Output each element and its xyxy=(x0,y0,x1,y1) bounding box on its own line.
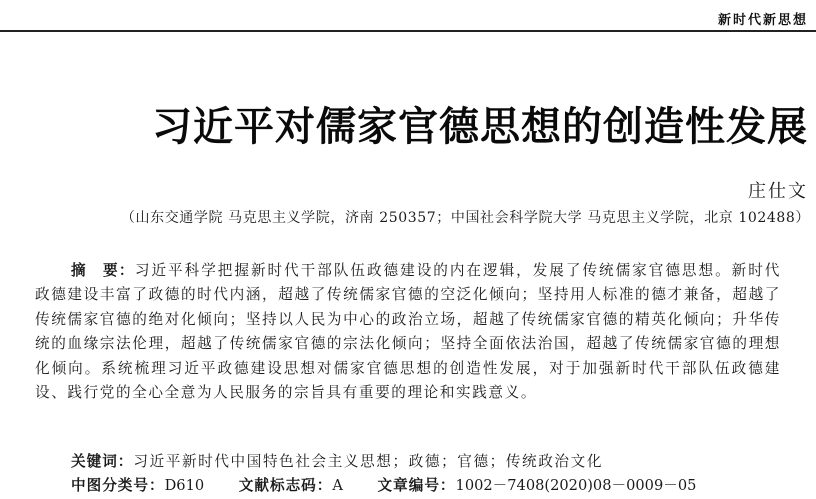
abstract xyxy=(35,259,781,405)
header-rule xyxy=(0,30,816,32)
document-code-label: 文献标志码： xyxy=(238,477,333,494)
author-name: 庄仕文 xyxy=(748,181,808,202)
article-number-value: 1002－7408(2020)08－0009－05 xyxy=(455,477,697,494)
author-affiliation: （山东交通学院 马克思主义学院，济南 250357；中国社会科学院大学 马克思主义学院，北京 102488） xyxy=(120,210,810,226)
keywords-text: 习近平新时代中国特色社会主义思想；政德；官德；传统政治文化 xyxy=(133,453,604,470)
clc-number xyxy=(71,474,204,495)
clc-value: D610 xyxy=(164,477,205,494)
article-number-label: 文章编号： xyxy=(377,477,456,494)
document-code-value: A xyxy=(332,477,343,494)
article-number xyxy=(378,474,697,495)
keywords xyxy=(71,450,603,471)
abstract-label: 摘 要： xyxy=(71,262,135,279)
clc-label: 中图分类号： xyxy=(71,477,165,494)
article-title: 习近平对儒家官德思想的创造性发展 xyxy=(152,104,808,150)
abstract-text: 习近平科学把握新时代干部队伍政德建设的内在逻辑，发展了传统儒家官德思想。新时代政德建设丰富了政德的时代内涵，超越了传统儒家官德的空泛化倾向；坚持用人标准的德才兼备，超越了传统儒家官德的绝对化倾向；坚持以人民为中心的政治立场，超越了传统儒家官德的精英化倾向；升华传统的血缘宗法伦理，超越了传统儒家官德的宗法化倾向；坚持全面依法治国，超越了传统儒家官德的理想化倾向。系统梳理习近平政德建设思想对儒家官德思想的创造性发展，对于加强新时代干部队伍政德建设、践行党的全心全意为人民服务的宗旨具有重要的理论和实践意义。 xyxy=(35,262,781,402)
document-code xyxy=(239,474,343,495)
keywords-label: 关键词： xyxy=(71,453,134,470)
running-head: 新时代新思想 xyxy=(717,13,808,28)
classification-info xyxy=(71,474,696,495)
